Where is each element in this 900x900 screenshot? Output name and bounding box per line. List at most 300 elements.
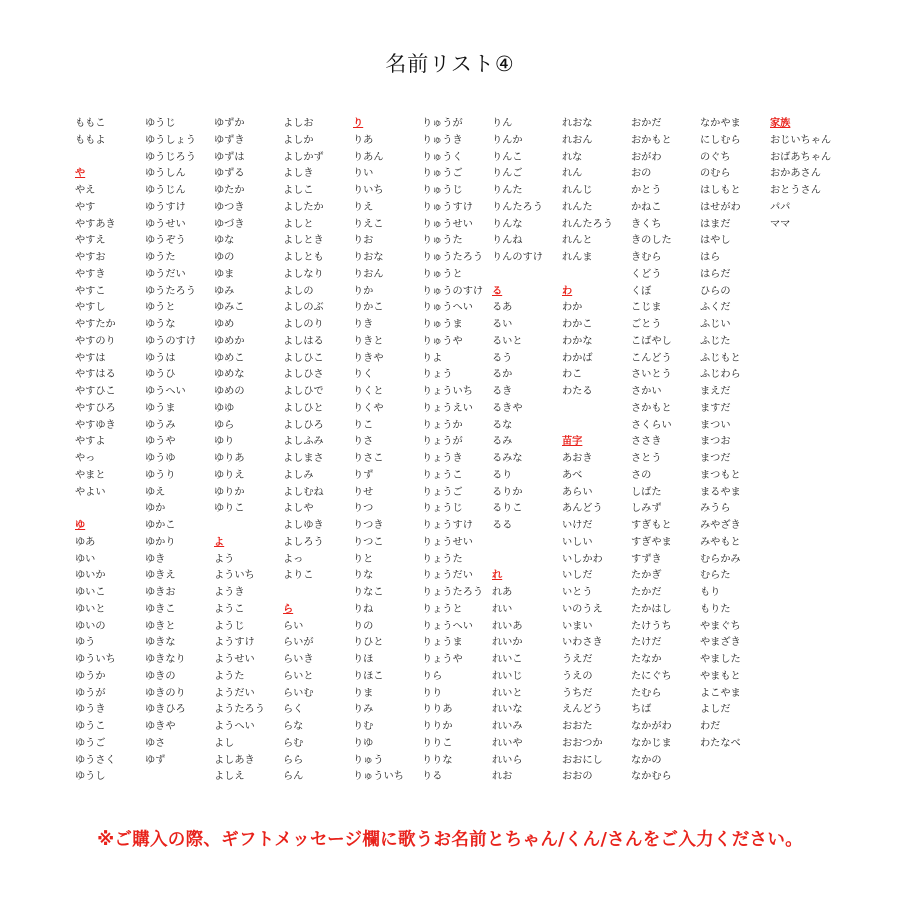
name-item: みやもと [700,536,741,548]
name-item: りゅういち [353,771,404,783]
name-item: ようこ [214,603,245,615]
name-item: こんどう [631,352,672,364]
name-item: れおな [562,118,593,129]
name-item: るきや [492,402,523,414]
name-item: ゆうと [145,302,176,314]
name-item: るり [492,469,513,481]
name-item: りゅうた [422,235,463,247]
spacer-row [75,150,147,167]
name-item: たかぎ [631,570,662,582]
name-item: きむら [631,252,662,263]
name-item: れんたろう [562,218,613,230]
name-item: ゆの [214,252,235,263]
name-item: れいな [492,704,523,716]
name-item: あんどう [562,503,603,515]
name-item: よしひさ [283,369,324,381]
name-item: ゆずは [214,151,245,163]
name-item: るいと [492,335,523,347]
name-item: りず [353,469,374,481]
name-item: りょうたろう [422,587,484,598]
name-item: りゅうたろう [422,252,484,263]
name-item: いしい [562,536,593,548]
name-item: りゅうく [422,151,463,163]
name-item: なかむら [631,771,672,783]
name-item: りょうせい [422,536,473,548]
name-item: りょうや [422,654,463,665]
name-item: なかの [631,754,662,766]
name-item: らいと [283,670,314,682]
name-item: ゆな [214,235,235,247]
name-item: はしもと [700,185,741,196]
name-item: ゆゆ [214,402,235,414]
name-item: やすき [75,268,106,280]
name-item: みうら [700,503,731,515]
name-item: むらた [700,570,731,582]
name-item: やすのり [75,335,116,347]
name-item: たけだ [631,637,662,649]
name-item: りょうえい [422,402,473,414]
name-item: わかな [562,335,593,347]
name-item: やよい [75,486,106,498]
name-item: たにぐち [631,670,672,682]
name-item: りゆ [353,737,374,749]
name-item: ゆうすけ [145,201,186,213]
name-column [562,116,634,786]
name-item: りか [353,285,374,297]
spacer-row [562,267,634,284]
name-item: りゅうすけ [422,201,473,213]
name-item: らむ [283,737,304,749]
name-column [353,116,425,786]
name-item: やえ [75,185,96,196]
name-item: ゆうせい [145,218,186,230]
name-item: ゆうしん [145,168,186,180]
name-item: おおつか [562,737,603,749]
name-item: なかがわ [631,721,672,732]
name-item: ゆうさく [75,754,116,766]
name-item: らいむ [283,687,314,699]
spacer-row [492,552,564,569]
name-item: やまぐち [700,620,741,632]
name-item: りょうき [422,453,463,464]
name-item: やすえ [75,235,106,247]
name-item: らいが [283,637,314,649]
name-item: ゆめこ [214,352,245,364]
spacer-row [492,267,564,284]
name-item: ふじい [700,319,731,330]
name-item: よっ [283,553,304,565]
name-item: りみ [353,704,374,716]
name-item: ゆめ [214,319,235,330]
name-item: らい [283,620,304,632]
page-title: 名前リスト④ [385,52,515,76]
name-item: ゆうしょう [145,134,196,146]
name-item: よしふみ [283,436,324,448]
name-item: るみな [492,453,523,464]
name-item: よしひろ [283,419,324,431]
name-item: らいき [283,654,314,665]
name-item: はら [700,252,721,263]
name-item: りゅうせい [422,218,473,230]
name-item: ゆいの [75,620,106,632]
name-item: りかこ [353,302,384,314]
name-item: りんな [492,218,523,230]
name-item: よしたか [283,201,324,213]
name-item: まえだ [700,386,731,397]
name-item: ゆういち [75,654,116,665]
name-item: よしかず [283,151,324,163]
name-item: ゆえ [145,486,166,498]
name-item: りくと [353,386,384,397]
name-item: りおな [353,252,384,263]
name-item: ゆうだい [145,268,186,280]
name-item: りおん [353,268,384,280]
name-item: よしなり [283,268,324,280]
name-item: ゆいと [75,603,106,615]
name-item: まつだ [700,453,731,464]
name-item: よしひこ [283,352,324,364]
name-item: ゆうのすけ [145,335,196,347]
name-item: よしゆき [283,520,324,531]
name-item: やす [75,201,96,213]
section-heading: る [492,285,503,297]
name-column [283,116,355,786]
spacer-row [562,418,634,435]
name-item: ごとう [631,319,662,330]
name-item: やすゆき [75,419,116,431]
name-item: やすはる [75,369,116,381]
name-item: きくち [631,218,662,230]
name-item: りる [422,771,443,783]
name-item: むらかみ [700,553,741,565]
name-item: れいか [492,637,523,649]
name-item: ようたろう [214,704,265,716]
name-item: りきや [353,352,384,364]
name-item: りら [422,670,443,682]
name-item: りょうじ [422,503,463,515]
name-item: ゆみこ [214,302,245,314]
name-item: まるやま [700,486,741,498]
name-item: ゆきなり [145,654,186,665]
name-item: れんじ [562,185,593,196]
name-item: りき [353,319,374,330]
name-item: りゅう [353,754,384,766]
name-item: かねこ [631,201,662,213]
name-item: れいあ [492,620,523,632]
name-item: れい [492,603,513,615]
name-item: さの [631,469,652,481]
name-item: ゆま [214,268,235,280]
section-heading: わ [562,285,573,297]
name-item: れいみ [492,721,523,732]
name-item: よしまさ [283,453,324,464]
name-column [700,116,772,753]
name-item: ゆうぞう [145,235,186,247]
name-item: ちば [631,704,652,716]
name-item: ゆら [214,419,235,431]
name-item: ゆう [75,637,96,649]
name-item: るき [492,386,513,397]
name-item: さかい [631,386,662,397]
name-item: らく [283,704,304,716]
name-item: やっ [75,453,96,464]
name-item: るい [492,319,513,330]
name-item: たかだ [631,587,662,598]
name-item: さくらい [631,419,672,431]
name-item: よしこ [283,185,314,196]
name-item: ゆいか [75,570,106,582]
name-item: やすよ [75,436,106,448]
section-heading: ら [283,603,294,615]
spacer-row [283,585,355,602]
name-item: りいち [353,185,384,196]
name-item: ママ [770,218,791,230]
name-item: よしむね [283,486,324,498]
name-item: ゆづき [214,218,245,230]
name-item: あらい [562,486,593,498]
name-item: ゆりか [214,486,245,498]
name-item: おおの [562,771,593,783]
name-item: ふじた [700,335,731,347]
name-item: りゅうや [422,335,463,347]
name-item: りゅうま [422,319,463,330]
name-item: うえの [562,670,593,682]
name-item: おばあちゃん [770,151,832,163]
name-item: やすあき [75,218,116,230]
name-item: おの [631,168,652,180]
name-item: ゆうき [75,704,106,716]
name-item: らん [283,771,304,783]
name-item: きのした [631,235,672,247]
name-item: えんどう [562,704,603,716]
name-item: やすお [75,252,106,263]
name-item: ゆきお [145,587,176,598]
name-item: よしみ [283,469,314,481]
name-item: よしだ [700,704,731,716]
name-item: すずき [631,553,662,565]
name-item: うえだ [562,654,593,665]
name-column [214,116,286,786]
name-item: よしひと [283,402,324,414]
name-item: こばやし [631,335,672,347]
name-item: たけうち [631,620,672,632]
name-item: りょう [422,369,453,381]
name-item: りょうすけ [422,520,473,531]
name-item: らら [283,754,304,766]
name-item: ゆいこ [75,587,106,598]
name-item: ようだい [214,687,255,699]
name-item: りよ [422,352,443,364]
name-column [75,116,147,786]
name-item: よう [214,553,235,565]
name-item: よしのぶ [283,302,324,314]
name-item: わかこ [562,319,593,330]
name-item: やまと [75,469,106,481]
name-item: るりか [492,486,523,498]
name-item: ゆうたろう [145,285,196,297]
name-item: りょうま [422,637,463,649]
name-item: れお [492,771,513,783]
name-item: りんこ [492,151,523,163]
name-item: りま [353,687,374,699]
name-item: ゆめな [214,369,245,381]
name-item: はやし [700,235,731,247]
name-item: ゆあ [75,536,96,548]
name-item: りゅうじ [422,185,463,196]
name-column [492,116,564,786]
name-item: やすは [75,352,106,364]
name-item: ゆめの [214,386,245,397]
name-item: やました [700,654,741,665]
name-item: りりこ [422,737,453,749]
name-item: りく [353,369,374,381]
name-item: もり [700,587,721,598]
name-item: いまい [562,620,593,632]
name-item: ももよ [75,134,106,146]
name-item: りあん [353,151,384,163]
name-item: わたる [562,386,593,397]
name-item: よしあき [214,754,255,766]
name-item: りつき [353,520,384,531]
name-item: りくや [353,402,384,414]
name-item: たむら [631,687,662,699]
name-item: わたなべ [700,737,741,749]
name-item: れいこ [492,654,523,665]
name-item: ゆうみ [145,419,176,431]
name-item: わか [562,302,583,314]
name-item: りんか [492,134,523,146]
name-item: りょうが [422,436,463,448]
name-item: やすひろ [75,402,116,414]
name-item: ささき [631,436,662,448]
name-item: りほこ [353,670,384,682]
name-item: ふじわら [700,369,741,381]
name-item: ゆず [145,754,166,766]
name-item: さとう [631,453,662,464]
name-item: ようへい [214,721,255,732]
name-item: いとう [562,587,593,598]
name-item: ゆきのり [145,687,186,699]
name-item: よういち [214,570,255,582]
name-item: ゆずる [214,168,245,180]
name-item: ゆうは [145,352,176,364]
name-item: れあ [492,587,513,598]
name-item: ようき [214,587,245,598]
name-item: なかじま [631,737,672,749]
name-item: ようすけ [214,637,255,649]
name-item: りお [353,235,374,247]
name-item: パパ [770,201,791,213]
name-item: おとうさん [770,185,821,196]
name-item: ゆきな [145,637,176,649]
name-item: よしとも [283,252,324,263]
name-item: ゆか [145,503,166,515]
name-item: ゆりあ [214,453,245,464]
name-column [631,116,703,786]
name-item: ゆうが [75,687,106,699]
name-item: たなか [631,654,662,665]
name-item: ゆうま [145,402,176,414]
name-item: るりこ [492,503,523,515]
name-item: りつ [353,503,374,515]
name-item: りゅうが [422,118,463,129]
name-item: やすたか [75,319,116,330]
name-item: ゆうひ [145,369,176,381]
name-item: りりあ [422,704,453,716]
name-item: りあ [353,134,374,146]
name-item: まつもと [700,469,741,481]
name-item: くどう [631,268,662,280]
order-notice: ※ご購入の際、ギフトメッセージ欄に歌うお名前とちゃん/くん/さんをご入力ください。 [97,830,803,850]
name-item: ゆりこ [214,503,245,515]
name-item: りょうこ [422,469,463,481]
name-item: ゆつき [214,201,245,213]
name-item: りほ [353,654,374,665]
name-item: まつお [700,436,731,448]
name-item: ゆい [75,553,96,565]
name-item: りと [353,553,374,565]
name-item: ゆかこ [145,520,176,531]
name-item: ゆうじろう [145,151,196,163]
name-item: うちだ [562,687,593,699]
name-item: はせがわ [700,201,741,213]
name-item: のぐち [700,151,731,163]
name-item: ゆりえ [214,469,245,481]
name-item: いわさき [562,637,603,649]
name-item: りつこ [353,536,384,548]
name-item: おおにし [562,754,603,766]
section-heading: 苗字 [562,436,583,448]
name-item: やすひこ [75,386,116,397]
name-item: ようせい [214,654,255,665]
name-item: ゆり [214,436,235,448]
name-item: るあ [492,302,513,314]
name-item: りょうか [422,419,463,431]
name-item: しばた [631,486,662,498]
name-item: ゆうり [145,469,176,481]
name-item: さいとう [631,369,672,381]
name-item: ゆかり [145,536,176,548]
name-item: よしろう [283,536,324,548]
name-item: ゆずき [214,134,245,146]
name-item: おかだ [631,118,662,129]
name-item: よしか [283,134,314,146]
name-item: もりた [700,603,731,615]
name-item: ますだ [700,402,731,414]
name-item: あべ [562,469,583,481]
name-item: れいや [492,737,523,749]
name-item: よしの [283,285,314,297]
name-item: よしひで [283,386,324,397]
name-item: まつい [700,419,731,431]
name-item: ゆきの [145,670,176,682]
name-item: りょうご [422,486,463,498]
section-heading: ゆ [75,520,86,531]
name-item: いしかわ [562,553,603,565]
name-item: ゆうへい [145,386,186,397]
name-item: りょうへい [422,620,473,632]
name-item: ゆうか [75,670,106,682]
section-heading: れ [492,570,503,582]
name-item: ゆうな [145,319,176,330]
name-item: ゆきこ [145,603,176,615]
name-item: りょうだい [422,570,473,582]
name-item: りゅうご [422,168,463,180]
name-item: やすこ [75,285,106,297]
name-item: くぼ [631,285,652,297]
spacer-row [75,501,147,518]
name-item: りゅうと [422,268,463,280]
